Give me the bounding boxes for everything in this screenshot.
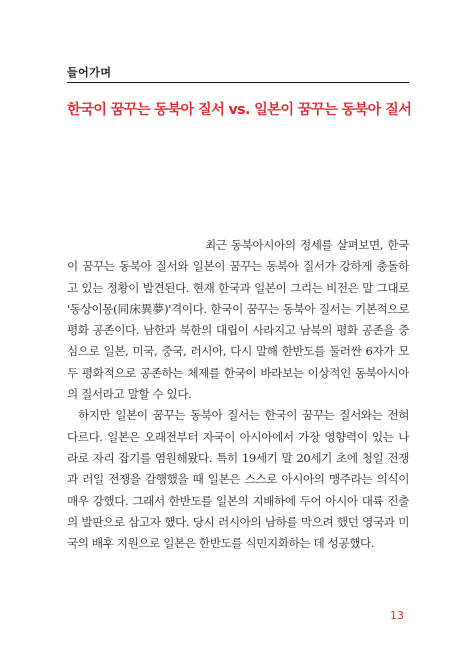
page-number: 13 [390,609,404,622]
body-text [67,235,409,554]
paragraph-1: 최근 동북아시아의 정세를 살펴보면, 한국이 꿈꾸는 동북아 질서와 일본이 꿈꾸는 동북아 질서가 강하게 충돌하고 있는 정황이 발견된다. 현재 한국과 일본이 그리는 비전은 말 그대로 '동상이몽(同床異夢)'격이다. 한국이 꿈꾸는 동북아 질서는 기본적으로 평화 공존이다. 남한과 북한의 대립이 사라지고 남북의 평화 공존을 중심으로 일본, 미국, 중국, 러시아, 다시 말해 한반도를 둘러싼 6자가 모두 평화적으로 공존하는 체제를 한국이 바라보는 이상적인 동북아시아의 질서라고 말할 수 있다. [67,238,409,402]
chapter-title: 한국이 꿈꾸는 동북아 질서 vs. 일본이 꿈꾸는 동북아 질서 [67,102,412,118]
section-divider [67,82,409,83]
paragraph-2: 하지만 일본이 꿈꾸는 동북아 질서는 한국이 꿈꾸는 질서와는 전혀 다르다. 일본은 오래전부터 자국이 아시아에서 가장 영향력이 있는 나라로 자리 잡기를 염원해왔다. 특히 19세기 말 20세기 초에 청일 전쟁과 러일 전쟁을 감행했을 때 일본은 스스로 아시아의 맹주라는 의식이 매우 강했다. 그래서 한반도를 일본의 지배하에 두어 아시아 대륙 진출의 발판으로 삼고자 했다. 당시 러시아의 남하를 막으려 했던 영국과 미국의 배후 지원으로 일본은 한반도를 식민지화하는 데 성공했다. [67,408,409,551]
section-label: 들어가며 [67,66,112,79]
